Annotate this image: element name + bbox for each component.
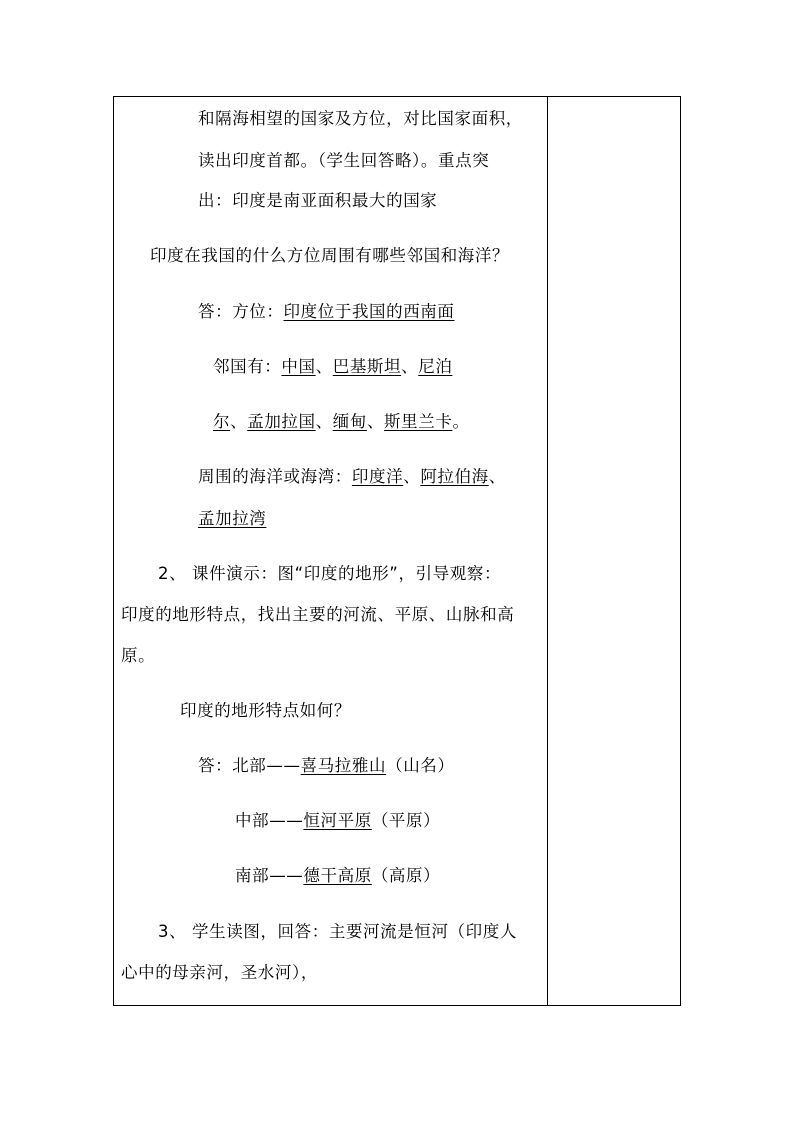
- text-line: 出：印度是南亚面积最大的国家: [198, 191, 438, 210]
- sea-bay-of-bengal: 孟加拉湾: [198, 509, 267, 528]
- seas-line: [198, 466, 506, 488]
- neighbor-nepal-part1: 尼泊: [418, 357, 453, 376]
- neighbor-pakistan: 巴基斯坦: [332, 357, 402, 376]
- neighbor-nepal-part2: 尔: [213, 412, 231, 431]
- neighbor-srilanka: 斯里兰卡: [384, 412, 453, 431]
- terrain-north: [198, 755, 455, 777]
- text-line: 和隔海相望的国家及方位，对比国家面积，: [198, 109, 523, 128]
- period: 。: [452, 412, 470, 431]
- question-terrain: 印度的地形特点如何？: [180, 701, 351, 720]
- seas-prefix: 周围的海洋或海湾：: [198, 467, 352, 486]
- terrain-south: [235, 865, 440, 887]
- terrain-prefix: 中部——: [235, 811, 304, 830]
- step-2-line-1: 2、 课件演示：图“印度的地形”，引导观察：: [158, 564, 502, 583]
- neighbor-myanmar: 缅甸: [332, 412, 367, 431]
- terrain-suffix: （平原）: [371, 811, 441, 830]
- step-2-line-2: 印度的地形特点，找出主要的河流、平原、山脉和高: [121, 605, 515, 624]
- terrain-prefix: 答：北部——: [198, 756, 301, 775]
- sea-indian-ocean: 印度洋: [351, 467, 404, 486]
- sea-arabian-sea: 阿拉伯海: [420, 467, 489, 486]
- neighbor-bangladesh: 孟加拉国: [247, 412, 316, 431]
- neighbors-prefix: 邻国有：: [213, 357, 282, 376]
- separator: 、: [403, 467, 421, 486]
- text-line: 读出印度首都。（学生回答略）。重点突: [198, 151, 490, 170]
- terrain-central: [235, 810, 440, 832]
- answer-underlined: 印度位于我国的西南面: [283, 302, 455, 321]
- terrain-prefix: 南部——: [235, 866, 304, 885]
- step-3-line-2: 心中的母亲河，圣水河），: [121, 963, 318, 982]
- step-3-line-1: 3、 学生读图，回答：主要河流是恒河（印度人: [158, 922, 517, 941]
- separator: 、: [315, 357, 333, 376]
- neighbor-china: 中国: [281, 357, 316, 376]
- terrain-answer: 恒河平原: [303, 811, 372, 830]
- separator: 、: [315, 412, 333, 431]
- answer-location: [198, 301, 455, 323]
- step-2-line-3: 原。: [121, 646, 156, 665]
- terrain-answer: 喜马拉雅山: [300, 756, 387, 775]
- neighbors-line-2: [213, 411, 470, 433]
- question-location: 印度在我国的什么方位周围有哪些邻国和海洋？: [150, 246, 510, 265]
- terrain-suffix: （高原）: [371, 866, 441, 885]
- table-column-divider: [547, 96, 548, 1006]
- separator: 、: [488, 467, 506, 486]
- neighbors-line-1: [213, 356, 452, 378]
- separator: 、: [401, 357, 419, 376]
- seas-line-2: [198, 508, 266, 530]
- separator: 、: [230, 412, 248, 431]
- terrain-answer: 德干高原: [303, 866, 372, 885]
- answer-prefix: 答：方位：: [198, 302, 284, 321]
- terrain-suffix: （山名）: [386, 756, 455, 775]
- separator: 、: [366, 412, 385, 431]
